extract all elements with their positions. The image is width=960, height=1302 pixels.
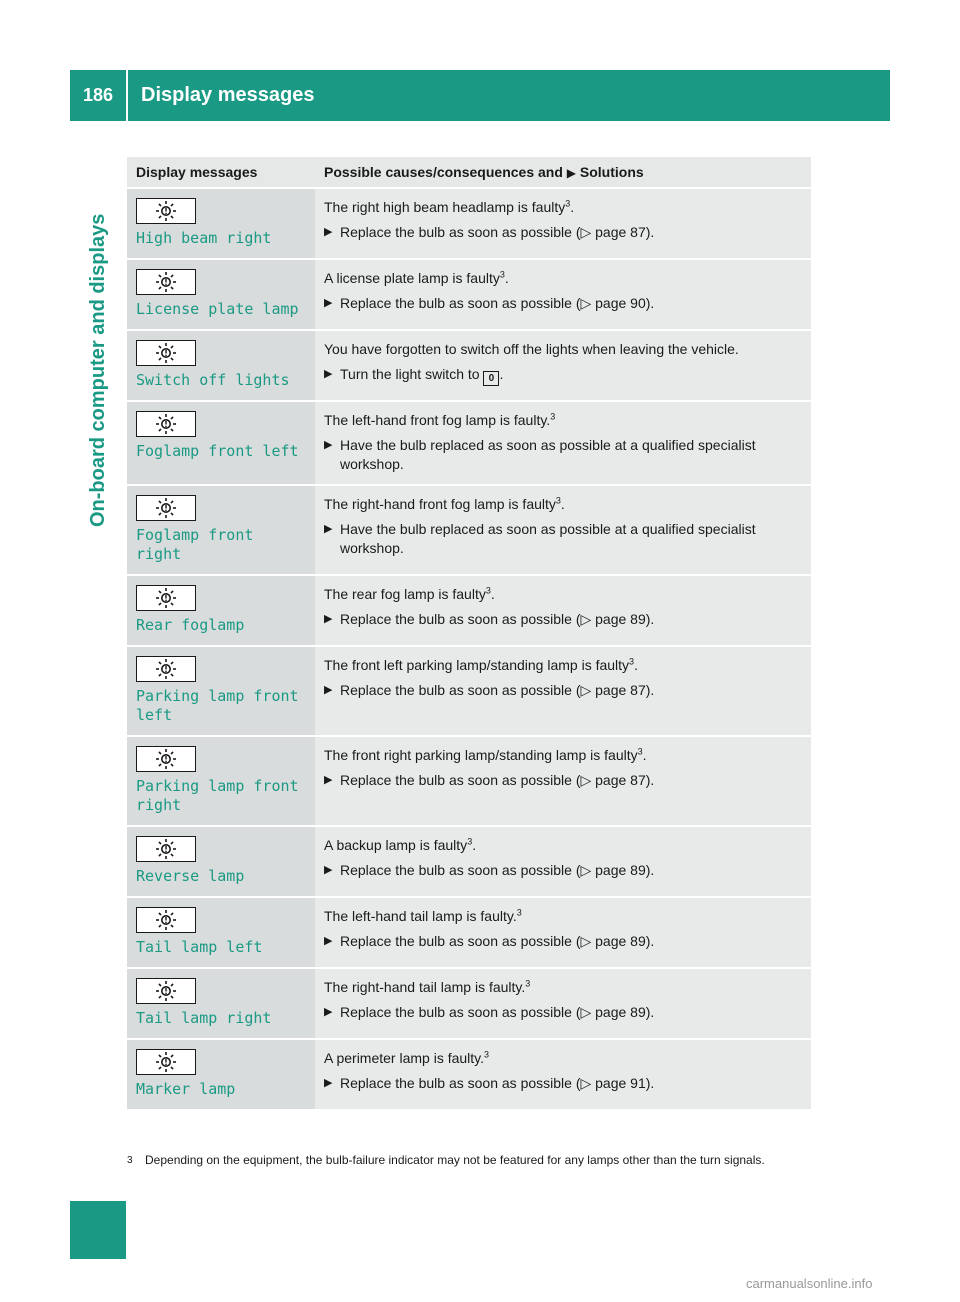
table-row (127, 331, 811, 400)
display-messages-table (127, 155, 811, 1111)
solution-step: ▶ Turn the light switch to 0 . (324, 366, 504, 384)
display-message-cell (127, 260, 315, 329)
arrow-right-icon: ▶ (324, 523, 333, 535)
display-message-cell (127, 576, 315, 645)
cause-solution-cell (315, 647, 811, 735)
display-message-text: Tail lamp right (136, 1009, 272, 1027)
table-row (127, 969, 811, 1038)
arrow-right-icon: ▶ (324, 297, 333, 309)
cause-solution-cell (315, 827, 811, 896)
page-number: 186 (82, 85, 114, 105)
lamp-bulb-icon (136, 836, 196, 862)
lamp-bulb-icon (136, 907, 196, 933)
footnote-ref: 3 (629, 656, 635, 667)
lamp-bulb-icon (136, 978, 196, 1004)
display-message-text: Marker lamp (136, 1080, 236, 1098)
table-row (127, 189, 811, 258)
cause-solution-cell (315, 189, 811, 258)
display-message-text: High beam right (136, 229, 272, 247)
footnote (127, 1152, 817, 1169)
lamp-bulb-icon (136, 198, 196, 224)
cause-solution-cell (315, 898, 811, 967)
display-message-cell (127, 331, 315, 400)
footnote-ref: 3 (555, 495, 561, 506)
arrow-right-icon: ▶ (324, 226, 333, 238)
footnote-ref: 3 (525, 978, 531, 989)
col-display-messages-header: Display messages (127, 157, 315, 187)
arrow-right-icon: ▶ (324, 774, 333, 786)
footnote-mark: 3 (127, 1155, 133, 1166)
display-message-text: Foglamp front left (136, 442, 299, 460)
side-tab-marker (70, 1201, 126, 1259)
arrow-right-icon: ▶ (324, 935, 333, 947)
table-row (127, 647, 811, 735)
cause-solution-cell (315, 1040, 811, 1109)
display-message-text: Tail lamp left (136, 938, 263, 956)
display-message-text: Foglamp front right (136, 526, 254, 563)
display-message-text: Parking lamp front right (136, 777, 299, 814)
cause-solution-cell (315, 737, 811, 825)
header-divider (126, 70, 128, 121)
solution-step: ▶ Replace the bulb as soon as possible (▷ page 90). (324, 295, 655, 311)
lamp-bulb-icon (136, 411, 196, 437)
solution-step: ▶ Have the bulb replaced as soon as possible at a qualified specialist workshop. (324, 521, 756, 556)
cause-text: The rear fog lamp is faulty$^3$. (324, 585, 495, 602)
arrow-right-icon: ▶ (324, 1077, 333, 1089)
arrow-right-icon: ▶ (324, 368, 333, 380)
table-header-row (127, 157, 811, 187)
cause-text: You have forgotten to switch off the lights when leaving the vehicle. (324, 341, 739, 357)
cause-solution-cell (315, 331, 811, 400)
solution-step: ▶ Replace the bulb as soon as possible (▷ page 87). (324, 772, 655, 788)
cause-text: The front left parking lamp/standing lamp is faulty$^3$. (324, 656, 638, 673)
display-message-cell (127, 402, 315, 484)
display-message-text: Parking lamp front left (136, 687, 299, 724)
arrow-right-icon: ▶ (324, 684, 333, 696)
table-row (127, 827, 811, 896)
solution-step: ▶ Replace the bulb as soon as possible (▷ page 87). (324, 224, 655, 240)
lamp-bulb-icon (136, 269, 196, 295)
solution-step: ▶ Have the bulb replaced as soon as possible at a qualified specialist workshop. (324, 437, 756, 472)
footnote-ref: 3 (637, 746, 643, 757)
footnote-ref: 3 (467, 836, 473, 847)
lamp-bulb-icon (136, 656, 196, 682)
solution-step: ▶ Replace the bulb as soon as possible (▷ page 89). (324, 611, 655, 627)
display-message-cell (127, 189, 315, 258)
table-row (127, 737, 811, 825)
cause-text: The left-hand front fog lamp is faulty.$^3$ (324, 411, 556, 428)
solution-step: ▶ Replace the bulb as soon as possible (▷ page 91). (324, 1075, 655, 1091)
display-message-text: Reverse lamp (136, 867, 245, 885)
arrow-right-icon: ▶ (324, 613, 333, 625)
cause-text: The right-hand front fog lamp is faulty$^3$. (324, 495, 565, 512)
cause-solution-cell (315, 486, 811, 574)
cause-text: The right high beam headlamp is faulty$^3$. (324, 198, 575, 215)
table-row (127, 402, 811, 484)
lamp-bulb-icon (136, 585, 196, 611)
footnote-ref: 3 (485, 585, 491, 596)
lamp-bulb-icon (136, 340, 196, 366)
table-row (127, 486, 811, 574)
cause-text: The right-hand tail lamp is faulty.$^3$ (324, 978, 531, 995)
display-message-text: Rear foglamp (136, 616, 245, 634)
arrow-right-icon: ▶ (324, 1006, 333, 1018)
display-message-cell (127, 827, 315, 896)
cause-solution-cell (315, 969, 811, 1038)
footnote-ref: 3 (516, 907, 522, 918)
solution-step: ▶ Replace the bulb as soon as possible (▷ page 87). (324, 682, 655, 698)
arrow-right-icon: ▶ (566, 166, 577, 180)
cause-solution-cell (315, 402, 811, 484)
lamp-bulb-icon (136, 495, 196, 521)
table-row (127, 260, 811, 329)
arrow-right-icon: ▶ (324, 864, 333, 876)
cause-text: The left-hand tail lamp is faulty.$^3$ (324, 907, 522, 924)
cause-text: The front right parking lamp/standing lamp is faulty$^3$. (324, 746, 647, 763)
solution-step: ▶ Replace the bulb as soon as possible (▷ page 89). (324, 933, 655, 949)
side-tab-label: On-board computer and displays (87, 213, 109, 527)
solution-step: ▶ Replace the bulb as soon as possible (▷ page 89). (324, 1004, 655, 1020)
footnote-ref: 3 (499, 269, 505, 280)
table-row (127, 898, 811, 967)
arrow-right-icon: ▶ (324, 439, 333, 451)
cause-text: A perimeter lamp is faulty.$^3$ (324, 1049, 490, 1066)
cause-solution-cell (315, 260, 811, 329)
page-title: Display messages (141, 84, 315, 106)
display-message-cell (127, 647, 315, 735)
light-switch-off-icon: 0 (483, 371, 499, 386)
footnote-text: Depending on the equipment, the bulb-failure indicator may not be featured for any lamps other than the turn signals. (145, 1153, 765, 1167)
display-message-text: License plate lamp (136, 300, 299, 318)
cause-solution-cell (315, 576, 811, 645)
table-row (127, 1040, 811, 1109)
display-message-cell (127, 737, 315, 825)
display-message-cell (127, 486, 315, 574)
footnote-ref: 3 (484, 1049, 490, 1060)
table-row (127, 576, 811, 645)
lamp-bulb-icon (136, 1049, 196, 1075)
display-message-cell (127, 969, 315, 1038)
display-message-cell (127, 898, 315, 967)
footnote-ref: 3 (550, 411, 556, 422)
lamp-bulb-icon (136, 746, 196, 772)
cause-text: A license plate lamp is faulty$^3$. (324, 269, 509, 286)
cause-text: A backup lamp is faulty$^3$. (324, 836, 477, 853)
footnote-ref: 3 (565, 198, 571, 209)
col-causes-header: Possible causes/consequences and ▶ Solutions (315, 157, 811, 187)
display-message-cell (127, 1040, 315, 1109)
watermark: carmanualsonline.info (746, 1276, 873, 1291)
solution-step: ▶ Replace the bulb as soon as possible (▷ page 89). (324, 862, 655, 878)
display-message-text: Switch off lights (136, 371, 290, 389)
